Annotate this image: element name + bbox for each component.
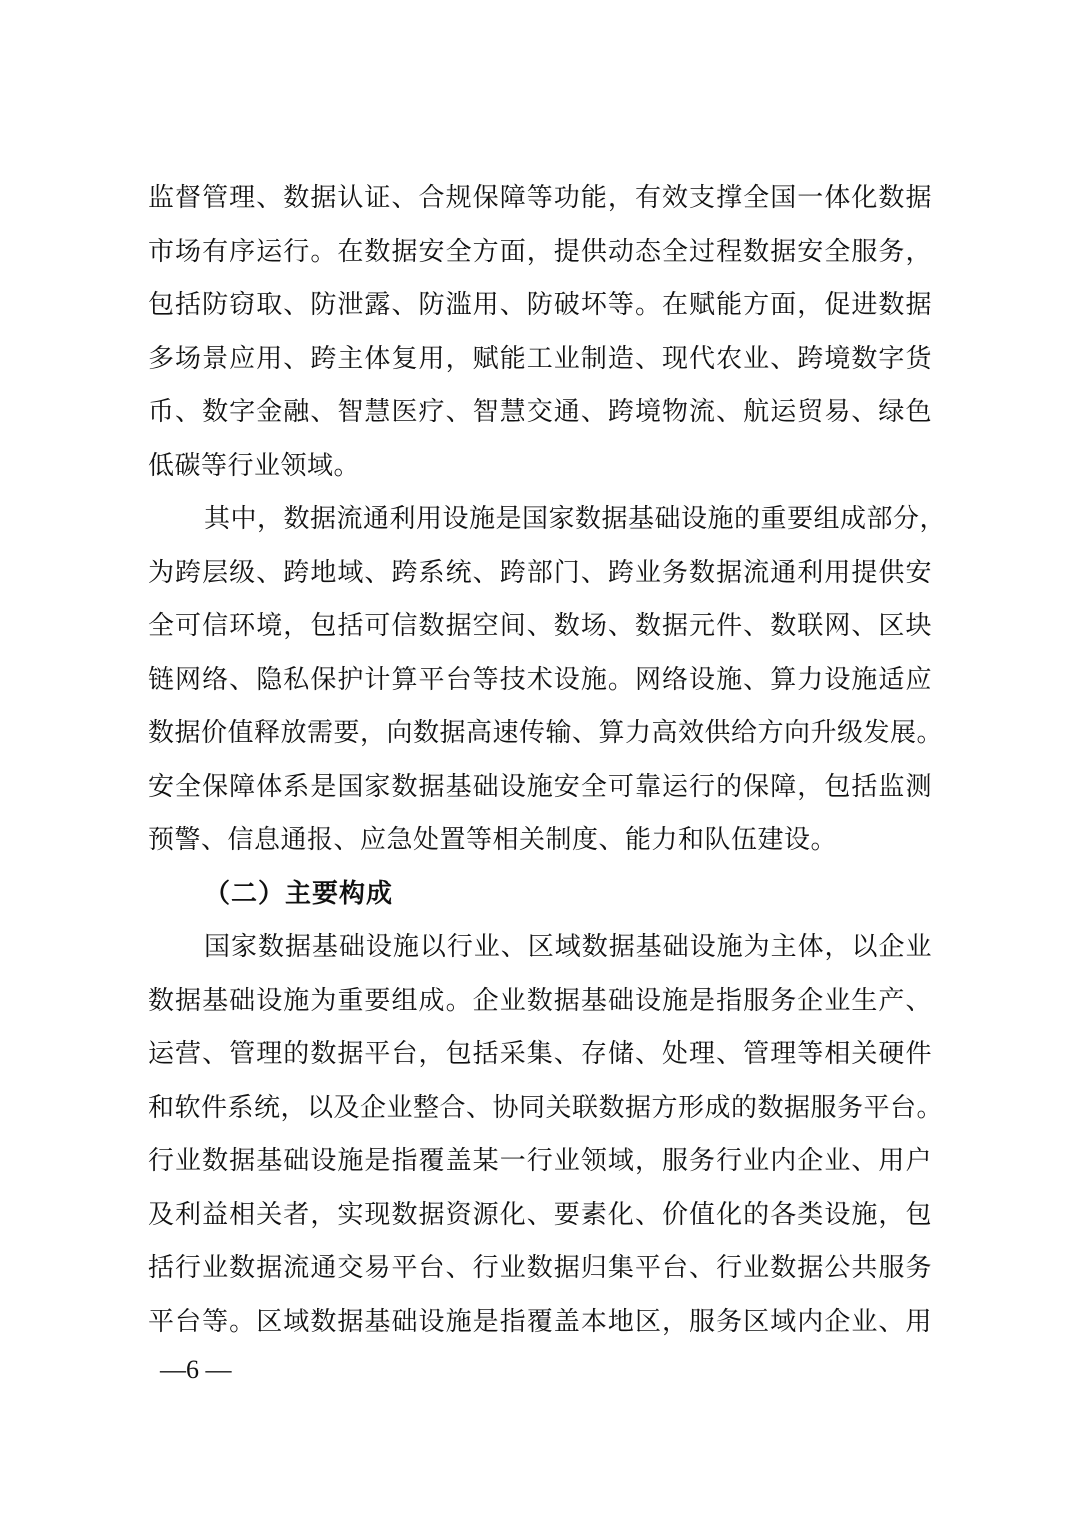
text-line: 国家数据基础设施以行业、区域数据基础设施为主体，以企业	[204, 932, 932, 962]
text-line: 数据价值释放需要，向数据高速传输、算力高效供给方向升级发展。	[148, 718, 944, 748]
section-heading: （二）主要构成	[204, 878, 394, 909]
text-line: 平台等。区域数据基础设施是指覆盖本地区，服务区域内企业、用	[148, 1306, 932, 1337]
text-line: 链网络、隐私保护计算平台等技术设施。网络设施、算力设施适应	[148, 664, 932, 695]
text-line: 括行业数据流通交易平台、行业数据归集平台、行业数据公共服务	[148, 1253, 932, 1283]
text-line: 行业数据基础设施是指覆盖某一行业领域，服务行业内企业、用户	[148, 1146, 932, 1176]
text-line: 监督管理、数据认证、合规保障等功能，有效支撑全国一体化数据	[148, 183, 932, 213]
text-line: 和软件系统，以及企业整合、协同关联数据方形成的数据服务平台。	[148, 1092, 944, 1123]
text-line: 及利益相关者，实现数据资源化、要素化、价值化的各类设施，包	[148, 1199, 932, 1230]
text-line: 包括防窃取、防泄露、防滥用、防破坏等。在赋能方面，促进数据	[148, 290, 932, 320]
text-line: 数据基础设施为重要组成。企业数据基础设施是指服务企业生产、	[148, 985, 932, 1016]
text-line: 其中，数据流通利用设施是国家数据基础设施的重要组成部分，	[204, 504, 947, 534]
text-line: 预警、信息通报、应急处置等相关制度、能力和队伍建设。	[148, 825, 838, 855]
document-body	[148, 172, 947, 1349]
text-line: 为跨层级、跨地域、跨系统、跨部门、跨业务数据流通利用提供安	[148, 557, 932, 588]
text-line: 运营、管理的数据平台，包括采集、存储、处理、管理等相关硬件	[148, 1039, 932, 1069]
text-line: 安全保障体系是国家数据基础设施安全可靠运行的保障，包括监测	[148, 771, 932, 802]
text-line: 低碳等行业领域。	[148, 450, 361, 481]
page-number: —6 —	[160, 1355, 232, 1384]
text-line: 市场有序运行。在数据安全方面，提供动态全过程数据安全服务，	[148, 236, 932, 267]
text-line: 币、数字金融、智慧医疗、智慧交通、跨境物流、航运贸易、绿色	[148, 397, 932, 427]
text-line: 全可信环境，包括可信数据空间、数场、数据元件、数联网、区块	[148, 611, 932, 641]
text-line: 多场景应用、跨主体复用，赋能工业制造、现代农业、跨境数字货	[148, 343, 932, 374]
